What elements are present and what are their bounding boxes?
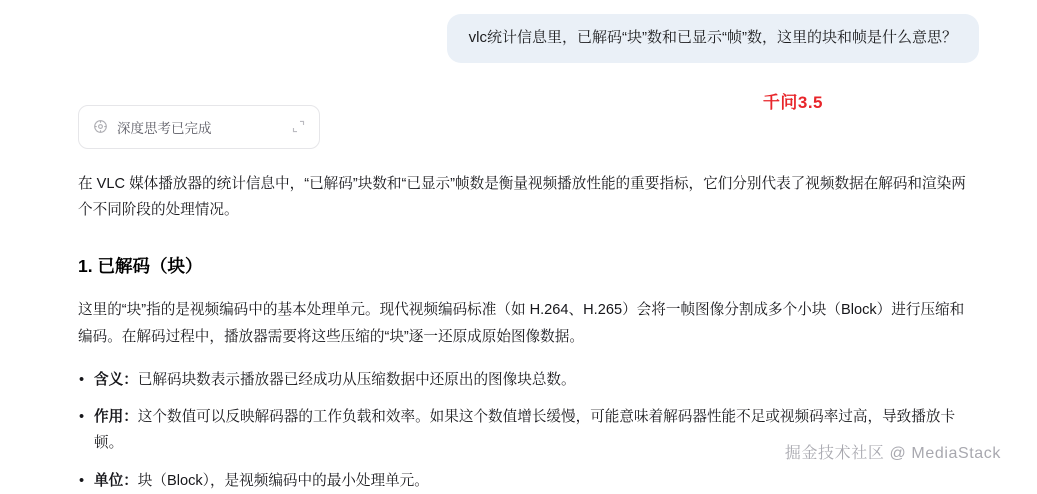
watermark: 掘金技术社区 @ MediaStack — [784, 445, 1001, 462]
bullet-text: 块（Block），是视频编码中的最小处理单元。 — [137, 472, 429, 489]
answer-section-heading: 1. 已解码（块） — [78, 256, 203, 277]
expand-icon[interactable] — [292, 120, 305, 133]
answer-bullet-list — [78, 367, 977, 494]
user-message-row — [0, 0, 1037, 63]
user-message-bubble: vlc统计信息里，已解码“块”数和已显示“帧”数，这里的块和帧是什么意思？ — [447, 14, 979, 63]
thinking-status-pill[interactable] — [78, 105, 320, 149]
model-name-label: 千问3.5 — [762, 93, 823, 112]
brain-icon — [93, 119, 108, 134]
list-item — [78, 468, 977, 494]
bullet-text: 这个数值可以反映解码器的工作负载和效率。如果这个数值增长缓慢，可能意味着解码器性能不足或视频码率过高，导致播放卡顿。 — [94, 409, 956, 452]
bullet-term: 单位： — [94, 472, 138, 489]
bullet-term: 含义： — [94, 371, 138, 388]
thinking-section — [0, 63, 1037, 149]
bullet-term: 作用： — [94, 409, 138, 426]
bullet-text: 已解码块数表示播放器已经成功从压缩数据中还原出的图像块总数。 — [137, 371, 576, 388]
answer-section-paragraph: 这里的“块”指的是视频编码中的基本处理单元。现代视频编码标准（如 H.264、H.265）会将一帧图像分割成多个小块（Block）进行压缩和编码。在解码过程中，播放器需要将这些压缩的“块”逐一还原成原始图像数据。 — [78, 301, 965, 345]
list-item — [78, 367, 977, 393]
thinking-status-label: 深度思考已完成 — [117, 120, 212, 136]
answer-intro-paragraph: 在 VLC 媒体播放器的统计信息中，“已解码”块数和“已显示”帧数是衡量视频播放性能的重要指标，它们分别代表了视频数据在解码和渲染两个不同阶段的处理情况。 — [78, 175, 966, 219]
